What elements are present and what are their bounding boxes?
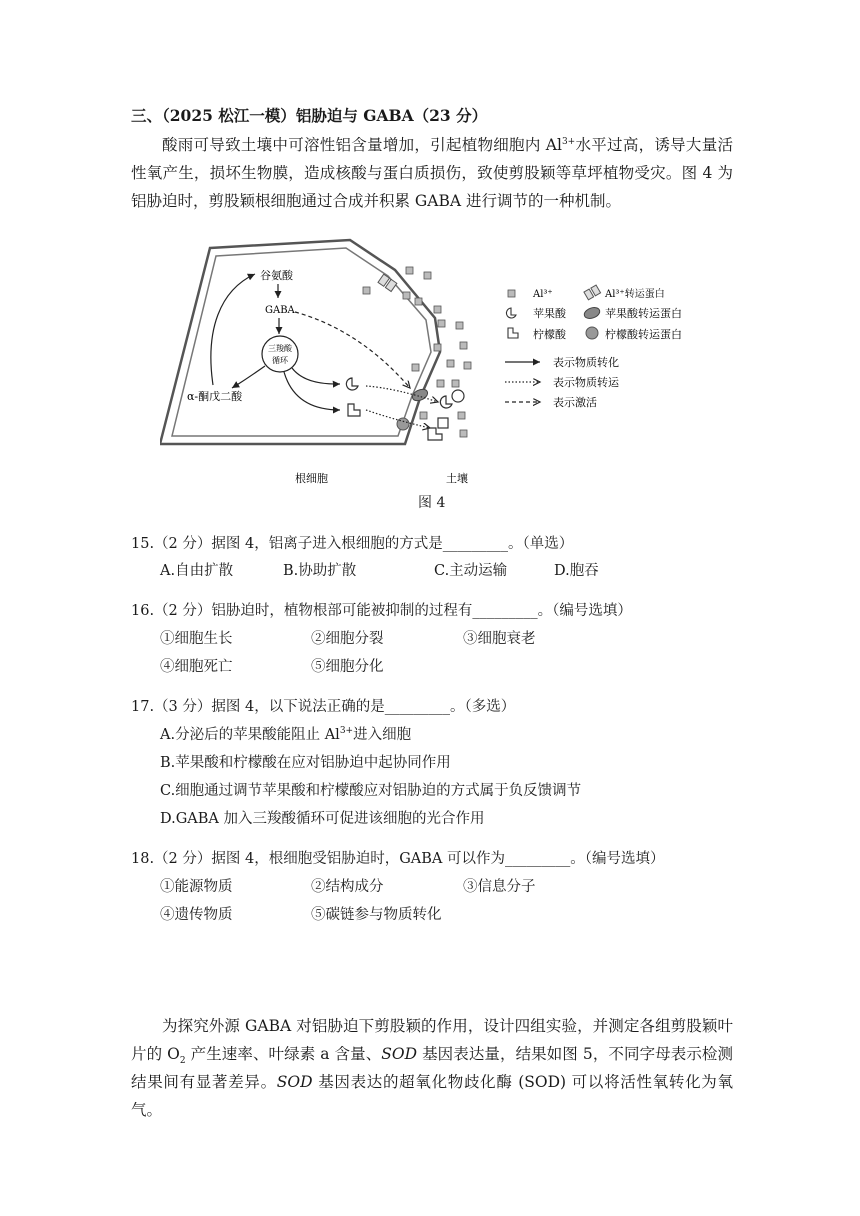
legend-malate-transporter-label: 苹果酸转运蛋白 [605, 307, 682, 320]
legend-malate-label: 苹果酸 [533, 307, 566, 320]
arrow-tca-to-malate [292, 368, 340, 384]
malate-ring-soil [452, 390, 464, 402]
intro-text-b: 水平过高，诱导大量活性氧产生，损坏生物膜，造成核酸与蛋白质损伤，致使剪股颖等草坪植物受灾。图 4 为铝胁迫时，剪股颖根细胞通过合成并积累 GABA 进行调节的一种机制。 [131, 136, 733, 210]
question-16-stem: 16.（2 分）铝胁迫时，植物根部可能被抑制的过程有_________。（编号选填） [131, 603, 632, 619]
intro-text-a: 酸雨可导致土壤中可溶性铝含量增加，引起植物细胞内 Al [162, 136, 562, 154]
glutamate-label: 谷氨酸 [260, 269, 293, 282]
outro-text-a: 为探究外源 GABA 对铝胁迫下剪股颖的作用，设计四组实验，并测定各组剪股颖叶片的 O [131, 1017, 733, 1063]
gaba-label: GABA [265, 305, 295, 316]
al-transporter-icon [378, 274, 397, 291]
legend-citrate-transporter-icon [586, 327, 598, 339]
section-number: 三、 [131, 106, 163, 125]
q17-option-a-prefix: A.分泌后的苹果酸能阻止 Al [160, 727, 340, 743]
question-15-stem: 15.（2 分）据图 4，铝离子进入根细胞的方式是_________。（单选） [131, 536, 574, 552]
soil-label: 土壤 [446, 472, 468, 485]
legend-citrate-icon [508, 328, 518, 338]
q18-option-3: ③信息分子 [463, 879, 536, 895]
outro-sod-italic: SOD [381, 1045, 418, 1063]
al-ion-squares [363, 267, 471, 437]
q18-option-5: ⑤碳链参与物质转化 [311, 907, 442, 923]
malate-icon-cell [346, 378, 358, 390]
intro-paragraph [131, 131, 733, 215]
outro-text-b: 产生速率、叶绿素 a 含量、 [185, 1045, 382, 1063]
root-cell-label: 根细胞 [295, 472, 328, 485]
figure-legend [505, 285, 682, 409]
tca-label-line2: 循环 [272, 356, 288, 365]
q18-option-2: ②结构成分 [311, 879, 384, 895]
cell-wall-outer [160, 240, 440, 444]
akg-label: α-酮戊二酸 [187, 390, 243, 403]
q16-option-5: ⑤细胞分化 [311, 659, 384, 675]
q17-option-a-suffix: 进入细胞 [353, 727, 412, 743]
malate-icon-soil [440, 396, 452, 408]
question-18-stem: 18.（2 分）据图 4，根细胞受铝胁迫时，GABA 可以作为_________。（编号选填） [131, 851, 665, 867]
q17-option-c: C.细胞通过调节苹果酸和柠檬酸应对铝胁迫的方式属于负反馈调节 [160, 783, 582, 799]
q16-option-3: ③细胞衰老 [463, 631, 536, 647]
outro-sod-italic-2: SOD [276, 1073, 313, 1091]
figure-4-caption: 图 4 [418, 495, 446, 511]
legend-activation-label: 表示激活 [553, 396, 597, 409]
arrow-tca-to-citrate [284, 372, 340, 410]
outro-text-c: 基因表达量，结果如图 5，不同字母表示检测结果间有显著差异。 [131, 1045, 733, 1091]
legend-al-ion-icon [508, 290, 515, 297]
outro-subscript: 2 [179, 1056, 186, 1067]
arrow-akg-to-glu [211, 274, 255, 385]
cell-wall-inner [172, 248, 431, 436]
q16-option-4: ④细胞死亡 [160, 659, 233, 675]
legend-malate-transporter-icon [583, 306, 601, 321]
section-heading [131, 104, 487, 126]
legend-al-transporter-label: Al³⁺转运蛋白 [605, 289, 665, 300]
q18-option-4: ④遗传物质 [160, 907, 233, 923]
legend-citrate-label: 柠檬酸 [533, 328, 566, 341]
q15-option-d: D.胞吞 [554, 563, 599, 579]
gaba-activation-arrow [295, 312, 410, 388]
section-source: （2025 松江一模） [162, 106, 296, 125]
figure-4-diagram [160, 232, 700, 494]
q17-option-b: B.苹果酸和柠檬酸在应对铝胁迫中起协同作用 [160, 755, 451, 771]
q17-option-d: D.GABA 加入三羧酸循环可促进该细胞的光合作用 [160, 811, 485, 827]
malate-transporter-icon [411, 387, 430, 403]
legend-al-transporter-icon [584, 285, 601, 300]
citrate-icon-soil [428, 428, 442, 440]
question-17-stem: 17.（3 分）据图 4，以下说法正确的是_________。（多选） [131, 699, 516, 715]
q15-option-c: C.主动运输 [434, 563, 508, 579]
q17-option-a-sup: 3+ [339, 726, 354, 737]
q15-option-b: B.协助扩散 [283, 563, 357, 579]
citrate-box-soil [438, 418, 448, 428]
legend-al-ion-label: Al³⁺ [533, 289, 553, 300]
legend-conversion-label: 表示物质转化 [553, 356, 619, 369]
citrate-transporter-icon [397, 418, 409, 430]
q15-option-a: A.自由扩散 [160, 563, 234, 579]
outro-paragraph [131, 1012, 733, 1124]
legend-transport-label: 表示物质转运 [553, 376, 619, 389]
tca-label-line1: 三羧酸 [268, 344, 292, 353]
arrow-tca-to-akg [232, 366, 265, 388]
tca-cycle-circle [262, 336, 298, 372]
q16-option-2: ②细胞分裂 [311, 631, 384, 647]
legend-citrate-transporter-label: 柠檬酸转运蛋白 [605, 328, 682, 341]
q18-option-1: ①能源物质 [160, 879, 233, 895]
q16-option-1: ①细胞生长 [160, 631, 233, 647]
legend-malate-icon [506, 308, 516, 318]
outro-text-d: 基因表达的超氧化物歧化酶 (SOD) 可以将活性氧转化为氧气。 [131, 1073, 733, 1119]
q17-option-a [160, 723, 411, 744]
section-title: 铝胁迫与 GABA（23 分） [295, 106, 488, 125]
citrate-icon-cell [348, 404, 360, 416]
intro-superscript: 3+ [561, 136, 576, 147]
